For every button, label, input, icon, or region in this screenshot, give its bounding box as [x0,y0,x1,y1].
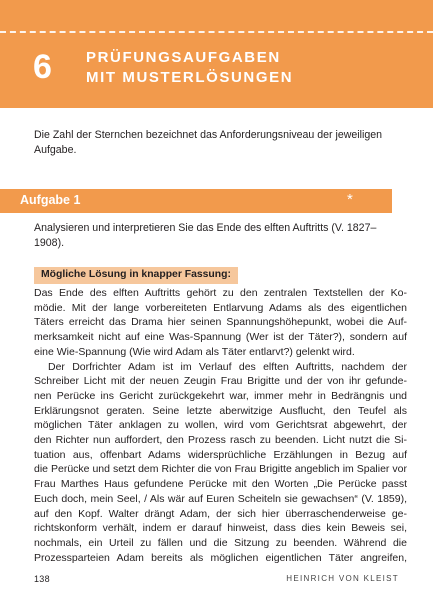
task-header-bar [0,189,392,213]
body-line: die Perücke und setzt dem Richter die von Frau Brigitte angeblich im Spalier vor [34,463,407,476]
task-label: Aufgabe 1 [20,193,81,207]
chapter-header [0,0,433,108]
solution-body [34,286,407,565]
body-line: Der Dorfrichter Adam ist im Verlauf des elften Auftritts, nachdem der [48,360,407,373]
body-line: Täters erreicht das Drama hier seinen Spannungshöhepunkt, wobei die Auf- [34,316,407,329]
intro-text: Die Zahl der Sternchen bezeichnet das Anforderungsniveau der jeweiligen Aufgabe. [34,129,383,156]
page-number: 138 [34,574,50,584]
chapter-title-line-1: PRÜFUNGSAUFGABEN [86,49,281,66]
difficulty-star-icon: * [347,191,353,208]
body-line: Frau Marthes Haus gefundene Perücke mit den Worten „Die Perücke passt [34,478,407,491]
body-line: möglichen Täter anklagen zu wollen, wird vom Gerichtsrat abgewehrt, der [34,419,407,432]
body-line: mödie. Mit der lange vorbereiteten Entlarvung Adams als des eigentlichen [34,301,407,314]
solution-label: Mögliche Lösung in knapper Fassung: [34,267,238,284]
body-line: nen Perücke ins Gericht zurückgekehrt war, immer mehr in Bedrängnis und [34,389,407,402]
body-line: Schreiber Licht mit der neuen Zeugin Frau Brigitte und der von ihr gefunde- [34,375,407,388]
task-text: Analysieren und interpretieren Sie das Ende des elften Auftritts (V. 1827–1908). [34,222,377,249]
body-line: Prozessparteien Adam bereits als möglichen eigentlichen Täter angreifen, [34,551,407,564]
body-line: eine Wie-Spannung (Wie wird Adam als Täter entlarvt?) gelenkt wird. [34,345,355,358]
header-dashed-line [0,31,433,33]
body-line: Erklärungsnot geraten. Seine letzte aberwitzige Ausflucht, den Teufel als [34,404,407,417]
body-line: richtskonform verhält, indem er darauf hinweist, dass dies kein Beweis sei, [34,522,407,535]
body-line: den Richter nun auffordert, den Prozess rasch zu beenden. Licht nutzt die Si- [34,434,407,447]
body-line: merksamkeit nicht auf eine Was-Spannung (Wer ist der Täter?), sondern auf [34,331,407,344]
body-line: tuation aus, offenbart Adams widersprüchliche Erzählungen in Bezug auf [34,448,407,461]
body-line: Das Ende des elften Auftritts gehört zu den zentralen Textstellen der Ko- [34,287,407,299]
running-footer-author: HEINRICH VON KLEIST [286,574,399,583]
chapter-title-line-2: MIT MUSTERLÖSUNGEN [86,69,294,86]
body-line: Euch doch, mein Seel, / Als wär auf Euren Scheiteln sie gewachsen“ (V. 1859), [34,492,407,505]
body-line: auf den Kopf. Walter drängt Adam, der sich hier überraschenderweise ge- [34,507,407,520]
chapter-number: 6 [33,48,52,86]
chapter-title [86,48,293,88]
body-line: nochmals, ein Urteil zu fällen und die Sitzung zu beenden. Während die [34,536,407,549]
